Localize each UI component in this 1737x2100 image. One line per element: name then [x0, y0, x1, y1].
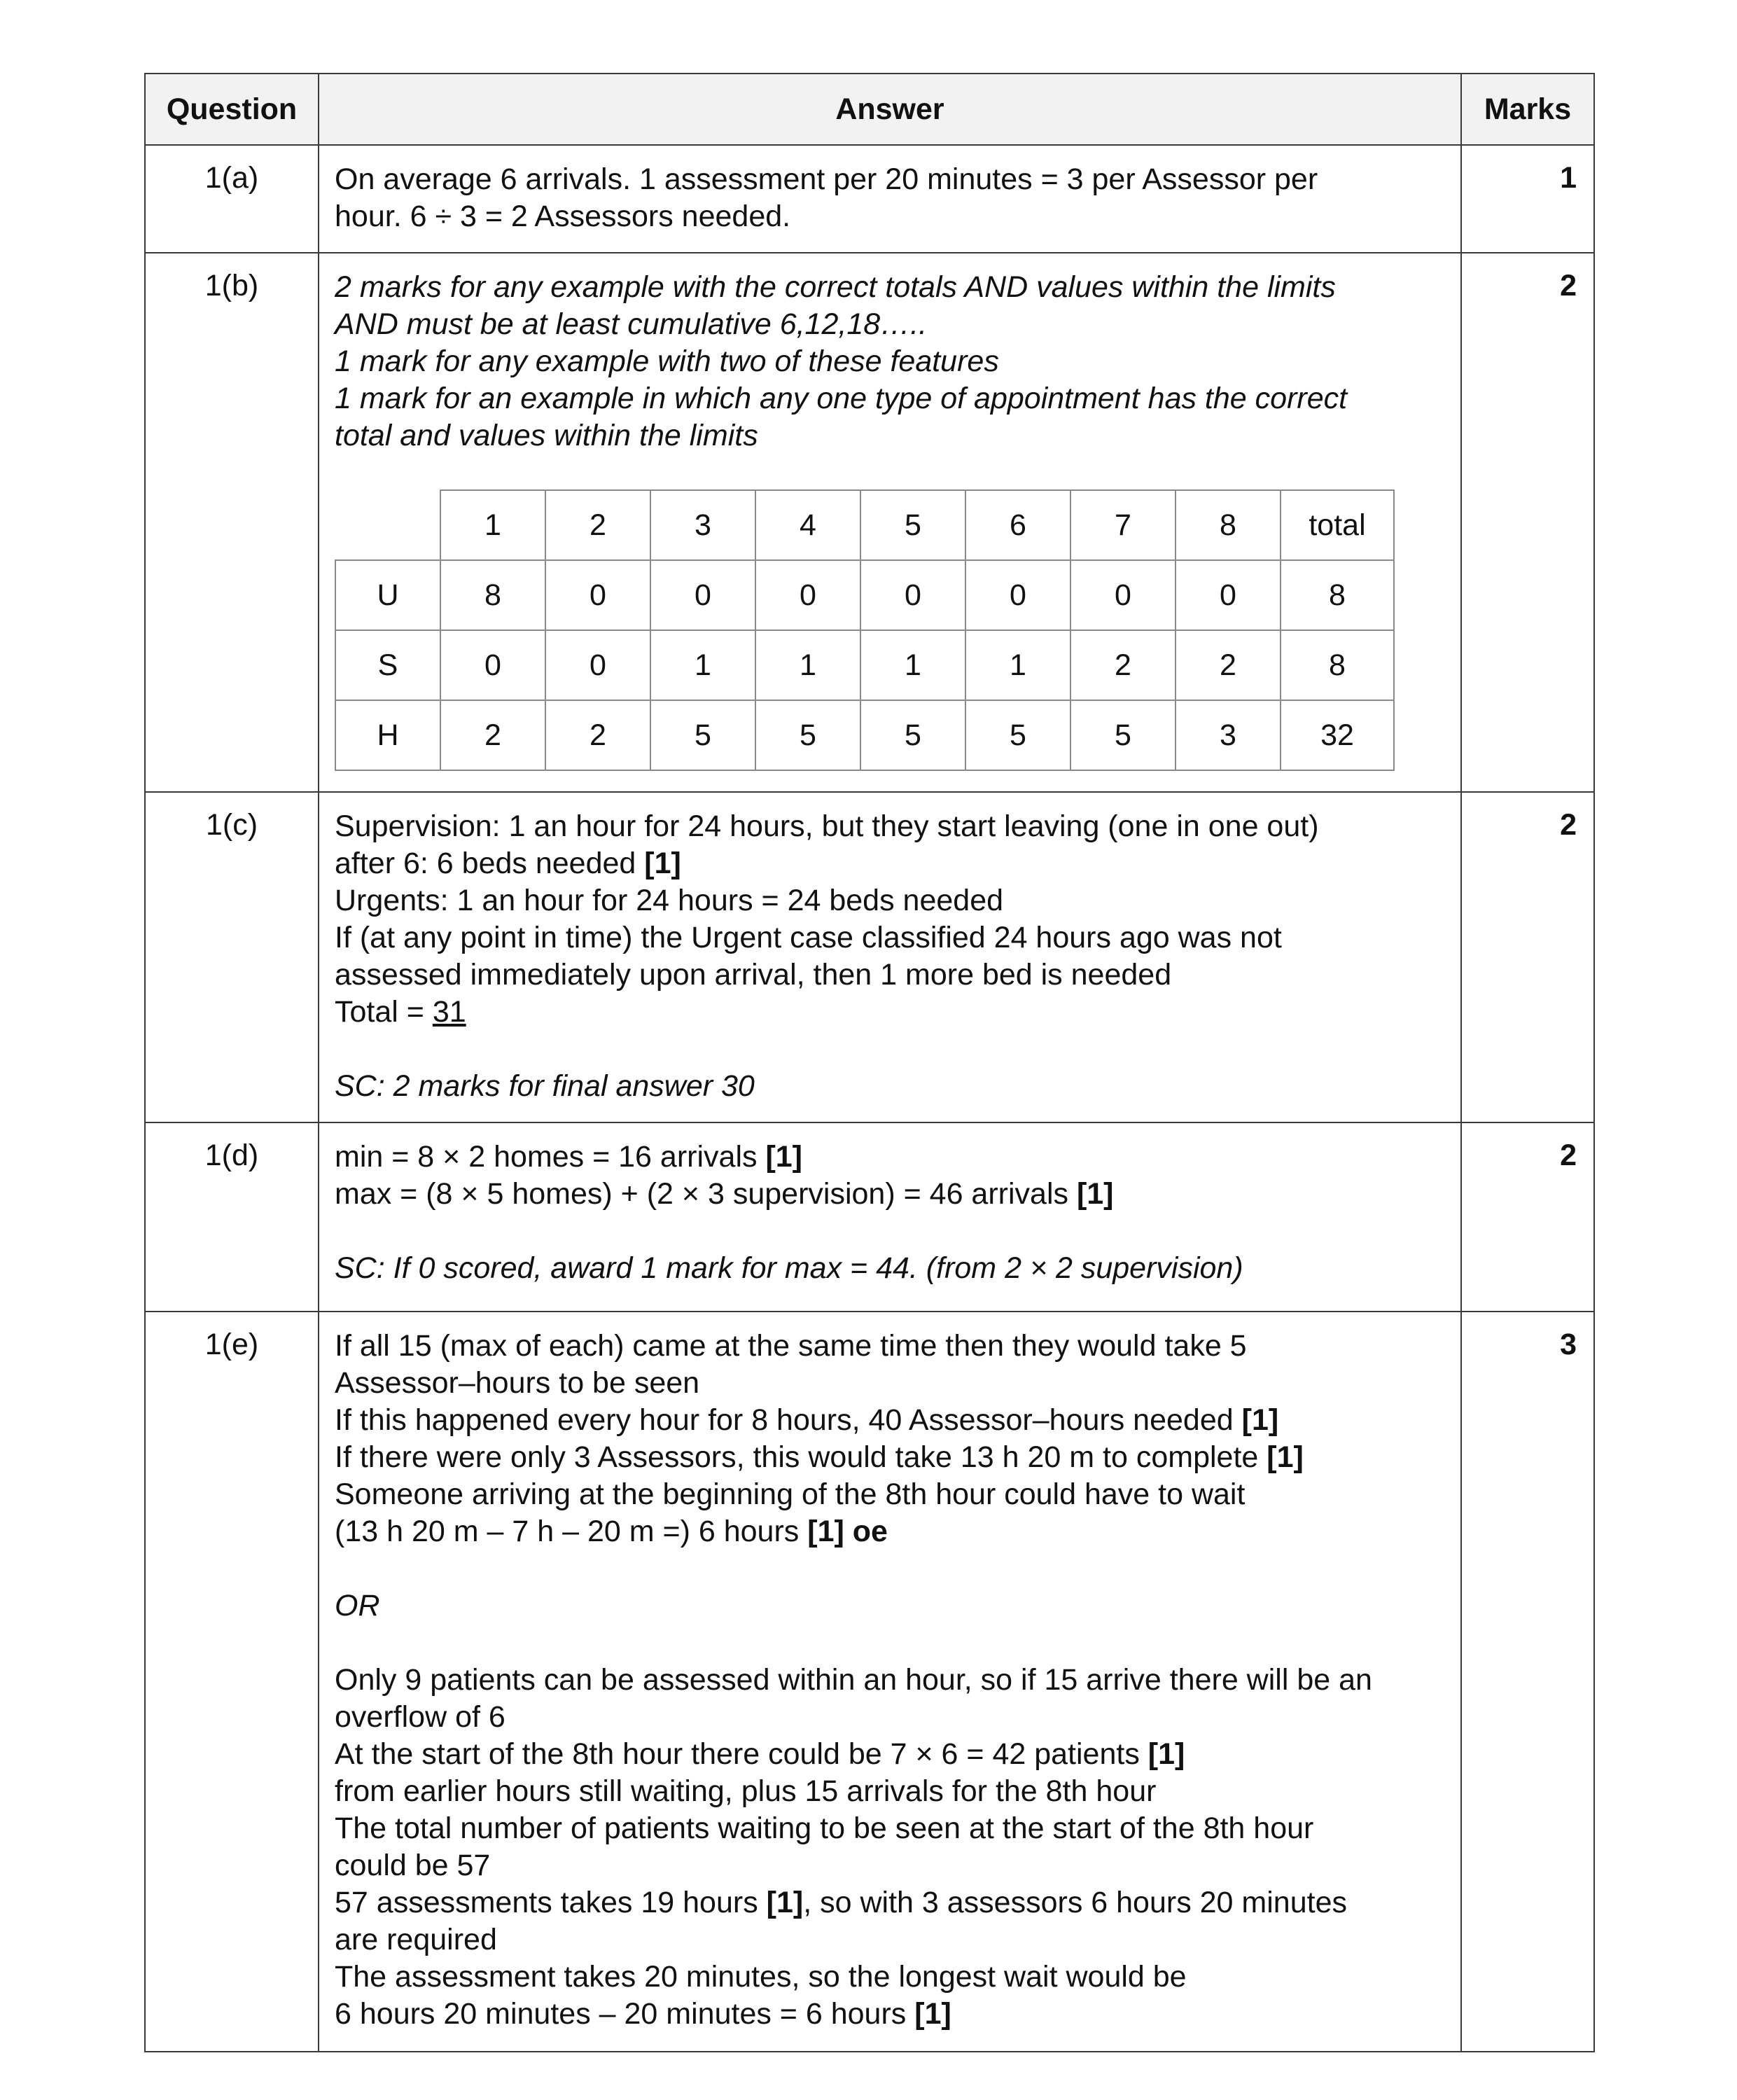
answer-cell — [319, 1122, 1461, 1312]
mark-tag: [1] — [1241, 1403, 1279, 1437]
mark-tag: [1] — [765, 1140, 803, 1174]
table-cell: 5 — [965, 700, 1070, 770]
question-number: 1(e) — [145, 1312, 319, 2052]
question-number: 1(a) — [145, 145, 319, 253]
spacer — [335, 1213, 1445, 1250]
row-1a — [145, 145, 1594, 253]
table-cell: 0 — [650, 560, 755, 630]
marks-value: 3 — [1461, 1312, 1594, 2052]
answer-line: On average 6 arrivals. 1 assessment per 20 minutes = 3 per Assessor per — [335, 162, 1318, 196]
answer-line — [335, 845, 1445, 882]
mark-tag: [1] — [914, 1997, 951, 2031]
mark-tag: [1] — [1147, 1737, 1185, 1771]
spacer — [335, 1550, 1445, 1587]
table-cell: 0 — [1176, 560, 1281, 630]
answer-line: total and values within the limits — [335, 419, 758, 452]
row-1c — [145, 792, 1594, 1122]
table-cell: 5 — [860, 700, 965, 770]
table-cell: 1 — [860, 630, 965, 700]
mark-scheme-table — [144, 73, 1595, 2052]
answer-line — [335, 1996, 1445, 2033]
answer-line: AND must be at least cumulative 6,12,18….. — [335, 307, 928, 341]
table-cell: 8 — [440, 560, 545, 630]
answer-line — [335, 1884, 1445, 1921]
example-row-u — [335, 560, 1394, 630]
example-row-s — [335, 630, 1394, 700]
mark-tag: [1] — [766, 1886, 804, 1919]
hour-header: 1 — [440, 490, 545, 560]
row-1e — [145, 1312, 1594, 2052]
answer-line: Urgents: 1 an hour for 24 hours = 24 beds needed — [335, 884, 1004, 917]
table-cell: 1 — [965, 630, 1070, 700]
answer-text: , so with 3 assessors 6 hours 20 minutes — [803, 1886, 1347, 1919]
answer-line: SC: 2 marks for final answer 30 — [335, 1069, 755, 1103]
example-row-h — [335, 700, 1394, 770]
table-cell: 2 — [545, 700, 650, 770]
mark-tag: [1] — [1076, 1177, 1114, 1211]
example-table — [335, 489, 1395, 771]
answer-text: max = (8 × 5 homes) + (2 × 3 supervision) = 46 arrivals — [335, 1177, 1068, 1211]
answer-cell — [319, 1312, 1461, 2052]
marks-value: 2 — [1461, 253, 1594, 792]
answer-line — [335, 1139, 1445, 1176]
example-header-row — [335, 490, 1394, 560]
row-1b — [145, 253, 1594, 792]
answer-text: 57 assessments takes 19 hours — [335, 1886, 758, 1919]
row-1d — [145, 1122, 1594, 1312]
answer-line: If all 15 (max of each) came at the same time then they would take 5 — [335, 1329, 1247, 1363]
table-cell: 2 — [1176, 630, 1281, 700]
answer-line: 1 mark for an example in which any one type of appointment has the correct — [335, 382, 1348, 415]
hour-header: 3 — [650, 490, 755, 560]
answer-line: could be 57 — [335, 1849, 491, 1882]
answer-line — [335, 1736, 1445, 1773]
answer-line: The total number of patients waiting to be seen at the start of the 8th hour — [335, 1812, 1314, 1845]
final-answer: 31 — [432, 995, 466, 1029]
hour-header: 7 — [1070, 490, 1176, 560]
answer-line: 1 mark for any example with two of these features — [335, 345, 999, 378]
mark-tag: [1] — [644, 847, 681, 880]
header-row — [145, 74, 1594, 145]
table-cell: 1 — [755, 630, 860, 700]
marks-value: 2 — [1461, 1122, 1594, 1312]
spacer — [335, 1625, 1445, 1662]
answer-line: overflow of 6 — [335, 1700, 505, 1734]
marks-value: 1 — [1461, 145, 1594, 253]
answer-text: If this happened every hour for 8 hours, 40 Assessor–hours needed — [335, 1403, 1234, 1437]
mark-tag: [1] — [1267, 1440, 1304, 1474]
answer-cell — [319, 253, 1461, 792]
answer-text: min = 8 × 2 homes = 16 arrivals — [335, 1140, 758, 1174]
answer-line — [335, 1513, 1445, 1550]
hour-header: 4 — [755, 490, 860, 560]
answer-line: The assessment takes 20 minutes, so the longest wait would be — [335, 1960, 1187, 1994]
answer-line: are required — [335, 1923, 497, 1956]
total-cell: 8 — [1281, 630, 1394, 700]
hour-header: 2 — [545, 490, 650, 560]
row-label: S — [335, 630, 440, 700]
answer-line: Assessor–hours to be seen — [335, 1366, 700, 1400]
table-cell: 0 — [545, 560, 650, 630]
table-cell: 5 — [650, 700, 755, 770]
table-cell: 2 — [1070, 630, 1176, 700]
answer-line: Someone arriving at the beginning of the 8th hour could have to wait — [335, 1477, 1246, 1511]
answer-line — [335, 1439, 1445, 1476]
answer-line: from earlier hours still waiting, plus 15 arrivals for the 8th hour — [335, 1774, 1157, 1808]
oe-tag: oe — [852, 1515, 888, 1548]
table-cell: 5 — [755, 700, 860, 770]
table-cell: 1 — [650, 630, 755, 700]
table-cell: 0 — [965, 560, 1070, 630]
answer-line: Only 9 patients can be assessed within an hour, so if 15 arrive there will be an — [335, 1663, 1372, 1697]
answer-text: At the start of the 8th hour there could be 7 × 6 = 42 patients — [335, 1737, 1140, 1771]
answer-text: 6 hours 20 minutes – 20 minutes = 6 hours — [335, 1997, 907, 2031]
table-cell: 2 — [440, 700, 545, 770]
answer-line: hour. 6 ÷ 3 = 2 Assessors needed. — [335, 200, 791, 233]
table-cell: 0 — [440, 630, 545, 700]
table-cell: 3 — [1176, 700, 1281, 770]
row-label: U — [335, 560, 440, 630]
mark-tag: [1] — [807, 1515, 844, 1548]
empty-corner-cell — [335, 490, 440, 560]
answer-line — [335, 994, 1445, 1031]
answer-line — [335, 1402, 1445, 1439]
spacer — [335, 1031, 1445, 1068]
table-cell: 5 — [1070, 700, 1176, 770]
hour-header: 6 — [965, 490, 1070, 560]
hour-header: 8 — [1176, 490, 1281, 560]
question-number: 1(b) — [145, 253, 319, 792]
answer-cell — [319, 145, 1461, 253]
answer-line: 2 marks for any example with the correct totals AND values within the limits — [335, 270, 1336, 304]
table-cell: 0 — [545, 630, 650, 700]
answer-line: Supervision: 1 an hour for 24 hours, but they start leaving (one in one out) — [335, 809, 1319, 843]
answer-line: SC: If 0 scored, award 1 mark for max = 44. (from 2 × 2 supervision) — [335, 1251, 1243, 1285]
answer-header: Answer — [319, 74, 1461, 145]
total-header: total — [1281, 490, 1394, 560]
question-number: 1(d) — [145, 1122, 319, 1312]
answer-line: If (at any point in time) the Urgent case classified 24 hours ago was not — [335, 921, 1282, 954]
answer-line: assessed immediately upon arrival, then 1 more bed is needed — [335, 958, 1172, 992]
answer-text: after 6: 6 beds needed — [335, 847, 636, 880]
row-label: H — [335, 700, 440, 770]
or-label: OR — [335, 1589, 380, 1622]
answer-text: Total = — [335, 995, 433, 1029]
total-cell: 32 — [1281, 700, 1394, 770]
answer-cell — [319, 792, 1461, 1122]
table-cell: 0 — [755, 560, 860, 630]
table-cell: 0 — [860, 560, 965, 630]
total-cell: 8 — [1281, 560, 1394, 630]
marks-header: Marks — [1461, 74, 1594, 145]
answer-text: If there were only 3 Assessors, this would take 13 h 20 m to complete — [335, 1440, 1259, 1474]
hour-header: 5 — [860, 490, 965, 560]
answer-text: (13 h 20 m – 7 h – 20 m =) 6 hours — [335, 1515, 800, 1548]
table-cell: 0 — [1070, 560, 1176, 630]
marks-value: 2 — [1461, 792, 1594, 1122]
question-number: 1(c) — [145, 792, 319, 1122]
answer-line — [335, 1176, 1445, 1213]
question-header: Question — [145, 74, 319, 145]
